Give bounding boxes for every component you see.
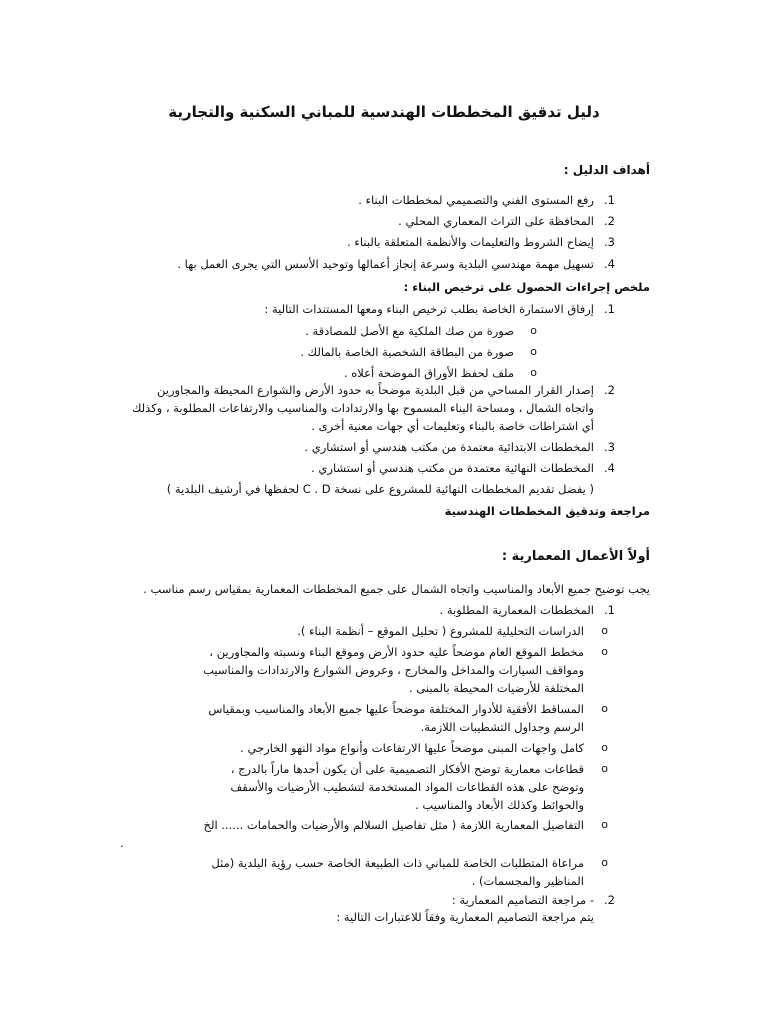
procedure-bullet: ملف لحفظ الأوراق الموضحة أعلاه . [343, 366, 514, 380]
arch-number: 1. [604, 603, 615, 617]
arch-bullet-line: التفاصيل المعمارية اللازمة ( مثل تفاصيل السلالم والأرضيات والحمامات ...... الخ [203, 818, 584, 832]
arch-bullet-line: والحوائط وكذلك الأبعاد والمناسيب . [415, 798, 584, 812]
arch-item-sub: يتم مراجعة التصاميم المعمارية وفقاً للاعتبارات التالية : [336, 910, 594, 924]
bullet-icon: o [601, 741, 608, 754]
arch-bullet-line: . [120, 836, 124, 850]
goal-number: 4. [604, 257, 615, 271]
procedure-line: أي اشتراطات خاصة بالبناء وتعليمات أي جهات معنية أخرى . [311, 419, 594, 433]
document-title: دليل تدقيق المخططات الهندسية للمباني السكنية والتجارية [168, 103, 600, 121]
procedure-bullet: صورة من صك الملكية مع الأصل للمصادقة . [305, 324, 514, 338]
bullet-icon: o [601, 762, 608, 775]
procedure-note: ( يفضل تقديم المخططات النهائية للمشروع على نسخة C . D لحفظها في أرشيف البلدية ) [166, 482, 594, 496]
arch-bullet-line: كامل واجهات المبنى موضحاً عليها الارتفاعات وأنواع مواد النهو الخارجي . [240, 741, 584, 755]
arch-item: - مراجعة التصاميم المعمارية : [451, 893, 594, 907]
procedure-bullet: صورة من البطاقة الشخصية الخاصة بالمالك . [300, 345, 514, 359]
bullet-icon: o [530, 345, 537, 358]
procedure-line: واتجاه الشمال ، ومساحة البناء المسموح بها والارتدادات والمناسيب والارتفاعات المطلوبة ، وكذلك [131, 401, 594, 415]
arch-bullet-line: المختلفة للأرضيات المحيطة بالمبنى . [408, 681, 584, 695]
bullet-icon: o [601, 645, 608, 658]
goal-number: 1. [604, 193, 615, 207]
arch-bullet-line: مراعاة المتطلبات الخاصة للمباني ذات الطبيعة الخاصة حسب رؤية البلدية (مثل [211, 856, 584, 870]
arch-bullet-line: قطاعات معمارية توضح الأفكار التصميمية على أن يكون أحدها ماراً بالدرج ، [230, 762, 584, 776]
procedure-item: المخططات الابتدائية معتمدة من مكتب هندسي أو استشاري . [304, 440, 594, 454]
goal-item: إيضاح الشروط والتعليمات والأنظمة المتعلقة بالبناء . [347, 235, 594, 249]
procedure-number: 4. [604, 461, 615, 475]
goals-heading: أهداف الدليل : [563, 163, 650, 177]
procedure-number: 2. [604, 383, 615, 397]
bullet-icon: o [530, 366, 537, 379]
arch-bullet-line: الدراسات التحليلية للمشروع ( تحليل الموقع – أنظمة البناء ). [297, 624, 584, 638]
arch-bullet-line: المساقط الأفقية للأدوار المختلفة موضحاً عليها جميع الأبعاد والمناسيب وبمقياس [208, 702, 584, 716]
bullet-icon: o [601, 624, 608, 637]
bullet-icon: o [601, 856, 608, 869]
arch-bullet-line: وتوضح على هذه القطاعات المواد المستخدمة لتشطيب الأرضيات والأسقف [230, 780, 584, 794]
procedures-heading: ملخص إجراءات الحصول على ترخيص البناء : [403, 280, 650, 294]
bullet-icon: o [530, 324, 537, 337]
goal-item: المحافظة على التراث المعماري المحلي . [398, 214, 594, 228]
arch-bullet-line: ومواقف السيارات والمداخل والمخارج ، وعروض الشوارع والارتدادات والمناسيب [203, 663, 584, 677]
goal-item: رفع المستوى الفني والتصميمي لمخططات البناء . [358, 193, 594, 207]
goal-number: 2. [604, 214, 615, 228]
arch-bullet-line: مخطط الموقع العام موضحاً عليه حدود الأرض وموقع البناء ونسبته والمجاورين ، [209, 645, 584, 659]
procedure-line: إصدار القرار المساحي من قبل البلدية موضحاً به حدود الأرض والشوارع المحيطة والمجاورين [157, 383, 594, 397]
procedure-number: 1. [604, 302, 615, 316]
review-heading: مراجعة وتدقيق المخططات الهندسية [444, 504, 650, 518]
arch-bullet-line: الرسم وجداول التشطيبات اللازمة. [420, 720, 584, 734]
bullet-icon: o [601, 818, 608, 831]
procedure-number: 3. [604, 440, 615, 454]
arch-item: المخططات المعمارية المطلوبة . [439, 603, 594, 617]
procedure-item: إرفاق الاستمارة الخاصة بطلب ترخيص البناء ومعها المستندات التالية : [264, 302, 594, 316]
bullet-icon: o [601, 702, 608, 715]
goal-number: 3. [604, 235, 615, 249]
arch-number: 2. [604, 893, 615, 907]
arch-intro: يجب توضيح جميع الأبعاد والمناسيب واتجاه الشمال على جميع المخططات المعمارية بمقياس رسم مناسب . [143, 582, 650, 596]
goal-item: تسهيل مهمة مهندسي البلدية وسرعة إنجاز أعمالها وتوحيد الأسس التي يجرى العمل بها . [177, 257, 594, 271]
procedure-item: المخططات النهائية معتمدة من مكتب هندسي أو استشاري . [311, 461, 594, 475]
arch-bullet-line: المناظير والمجسمات) . [471, 874, 584, 888]
arch-heading: أولاً الأعمال المعمارية : [501, 549, 650, 564]
